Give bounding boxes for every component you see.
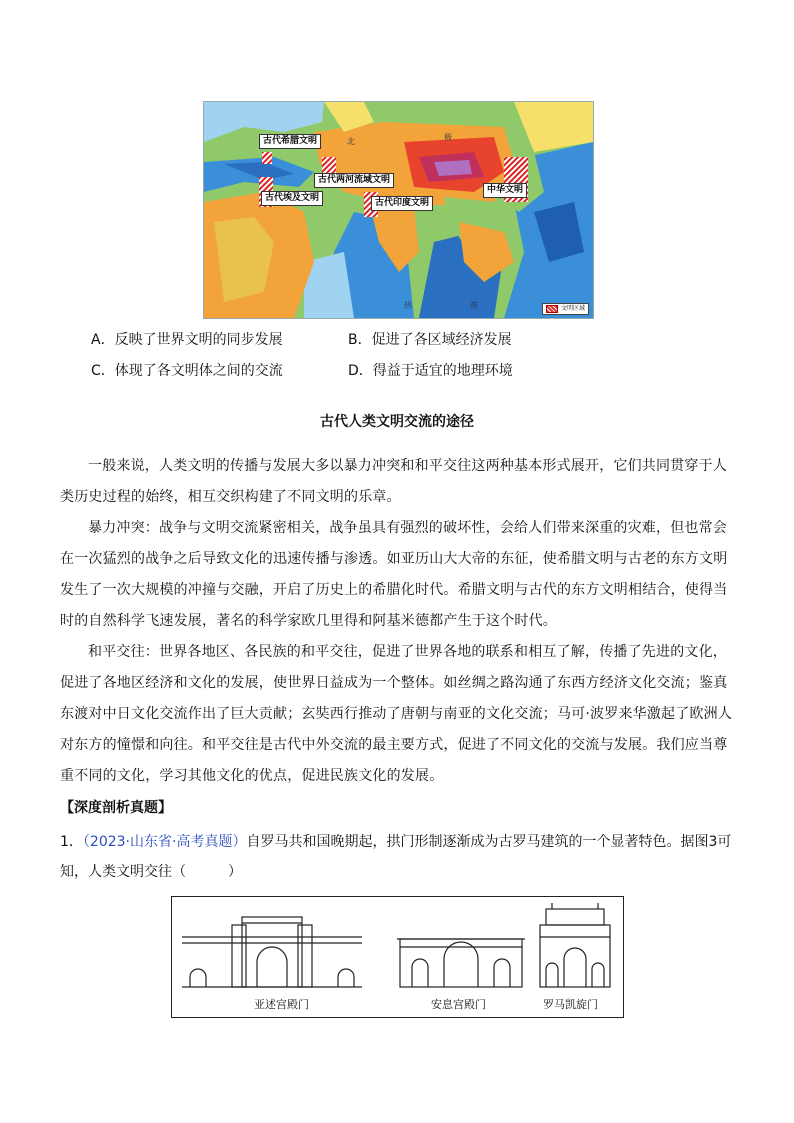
label-mesopotamia-civilization: 古代两河流域文明 <box>314 173 394 188</box>
caption-roman-arch: 罗马凯旋门 <box>543 998 598 1011</box>
label-greek-civilization: 古代希腊文明 <box>259 134 321 149</box>
map-legend <box>542 303 589 315</box>
option-b-key: B． <box>348 332 372 348</box>
option-b-text: 促进了各区域经济发展 <box>371 332 512 348</box>
option-d-text: 得益于适宜的地理环境 <box>372 363 513 379</box>
article-body <box>60 451 740 792</box>
section-title: 【深度剖析真题】 <box>60 800 172 816</box>
option-b[interactable] <box>348 331 512 349</box>
caption-parthian-gate: 安息宫殿门 <box>431 998 486 1011</box>
legend-hatch-icon <box>546 305 558 313</box>
map-geo-north2: 极 <box>444 133 452 142</box>
civilization-map <box>203 101 594 319</box>
question-source: （2023·山东省·高考真题） <box>82 834 247 850</box>
caption-assyrian-gate: 亚述宫殿门 <box>254 998 309 1011</box>
map-geo-tropic: 热 <box>404 301 412 310</box>
option-c-text: 体现了各文明体之间的交流 <box>114 363 283 379</box>
arches-figure <box>171 896 624 1018</box>
option-c[interactable] <box>91 362 283 380</box>
map-geo-tropic2: 带 <box>470 301 478 310</box>
article-paragraph: 暴力冲突：战争与文明交流紧密相关，战争虽具有强烈的破坏性，会给人们带来深重的灾难，但也常会在一次猛烈的战争之后导致文化的迅速传播与渗透。如亚历山大大帝的东征，使希腊文明与古老的东方文明发生了一次大规模的冲撞与交融，开启了历史上的希腊化时代。希腊文明与古代的东方文明相结合，使得当时的自然科学飞速发展，著名的科学家欧几里得和阿基米德都产生于这个时代。 <box>60 520 728 629</box>
question-1 <box>60 827 740 887</box>
article-paragraph: 一般来说，人类文明的传播与发展大多以暴力冲突和和平交往这两种基本形式展开，它们共同贯穿于人类历史过程的始终，相互交织构建了不同文明的乐章。 <box>60 458 727 505</box>
option-a-key: A． <box>91 332 115 348</box>
map-geo-north: 北 <box>347 137 355 146</box>
option-d-key: D． <box>348 363 373 379</box>
article-paragraph: 和平交往：世界各地区、各民族的和平交往，促进了世界各地的联系和相互了解，传播了先进的文化，促进了各地区经济和文化的发展，使世界日益成为一个整体。如丝绸之路沟通了东西方经济文化交流；鉴真东渡对中日文化交流作出了巨大贡献；玄奘西行推动了唐朝与南亚的文化交流；马可·波罗来华激起了欧洲人对东方的憧憬和向往。和平交往是古代中外交流的最主要方式，促进了不同文化的交流与发展。我们应当尊重不同的文化，学习其他文化的优点，促进民族文化的发展。 <box>60 644 733 784</box>
option-d[interactable] <box>348 362 513 380</box>
label-india-civilization: 古代印度文明 <box>371 196 433 211</box>
option-a-text: 反映了世界文明的同步发展 <box>114 332 283 348</box>
option-a[interactable] <box>91 331 283 349</box>
question-number: 1． <box>60 834 83 850</box>
article-title: 古代人类文明交流的途径 <box>320 414 474 430</box>
label-egypt-civilization: 古代埃及文明 <box>261 191 323 206</box>
legend-label: 文明区域 <box>560 305 585 312</box>
label-china-civilization: 中华文明 <box>483 183 527 198</box>
option-c-key: C． <box>91 363 115 379</box>
question-text: 自罗马共和国晚期起，拱门形制逐渐成为古罗马建筑的一个显著特色。据图3可知，人类文明交往（ ） <box>60 834 732 880</box>
